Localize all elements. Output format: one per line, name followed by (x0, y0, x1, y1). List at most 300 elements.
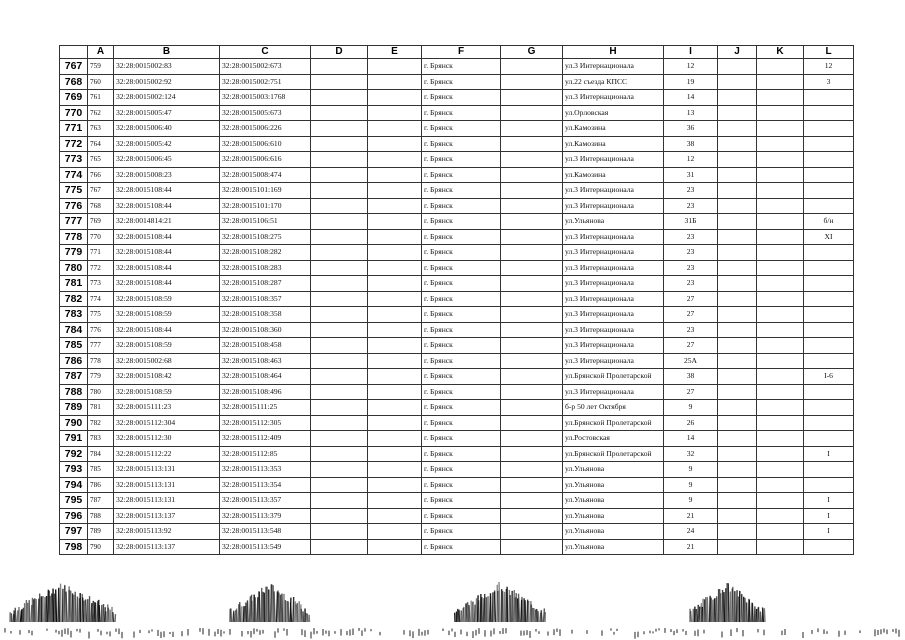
cell-e[interactable] (368, 493, 422, 509)
cell-j[interactable] (718, 229, 757, 245)
cell-k[interactable] (757, 291, 804, 307)
cell-j[interactable] (718, 477, 757, 493)
cell-f[interactable]: г. Брянск (422, 229, 501, 245)
cell-e[interactable] (368, 121, 422, 137)
cell-a[interactable]: 761 (88, 90, 114, 106)
cell-c[interactable]: 32:28:0015003:1768 (220, 90, 311, 106)
cell-f[interactable]: г. Брянск (422, 539, 501, 555)
cell-h[interactable]: ул.Ульянова (563, 462, 664, 478)
row-number[interactable]: 768 (60, 74, 88, 90)
cell-h[interactable]: ул.Ульянова (563, 524, 664, 540)
cell-c[interactable]: 32:28:0015112:305 (220, 415, 311, 431)
column-header-f[interactable]: F (422, 46, 501, 59)
cell-i[interactable]: 23 (664, 198, 718, 214)
cell-k[interactable] (757, 400, 804, 416)
column-header-l[interactable]: L (804, 46, 854, 59)
row-number[interactable]: 774 (60, 167, 88, 183)
cell-c[interactable]: 32:28:0015108:496 (220, 384, 311, 400)
cell-e[interactable] (368, 524, 422, 540)
cell-i[interactable]: 9 (664, 462, 718, 478)
cell-h[interactable]: ул.3 Интернационала (563, 276, 664, 292)
cell-a[interactable]: 788 (88, 508, 114, 524)
cell-j[interactable] (718, 260, 757, 276)
cell-i[interactable]: 12 (664, 152, 718, 168)
cell-g[interactable] (501, 462, 563, 478)
cell-h[interactable]: ул.Ульянова (563, 539, 664, 555)
row-number[interactable]: 767 (60, 59, 88, 75)
cell-b[interactable]: 32:28:0015108:44 (114, 260, 220, 276)
cell-f[interactable]: г. Брянск (422, 183, 501, 199)
cell-a[interactable]: 764 (88, 136, 114, 152)
cell-b[interactable]: 32:28:0015113:131 (114, 493, 220, 509)
cell-f[interactable]: г. Брянск (422, 524, 501, 540)
cell-k[interactable] (757, 384, 804, 400)
cell-k[interactable] (757, 136, 804, 152)
cell-j[interactable] (718, 198, 757, 214)
cell-a[interactable]: 772 (88, 260, 114, 276)
cell-j[interactable] (718, 276, 757, 292)
cell-j[interactable] (718, 462, 757, 478)
cell-g[interactable] (501, 384, 563, 400)
cell-e[interactable] (368, 384, 422, 400)
row-number[interactable]: 798 (60, 539, 88, 555)
cell-l[interactable]: б/н (804, 214, 854, 230)
cell-g[interactable] (501, 59, 563, 75)
cell-f[interactable]: г. Брянск (422, 477, 501, 493)
cell-g[interactable] (501, 353, 563, 369)
cell-e[interactable] (368, 74, 422, 90)
cell-e[interactable] (368, 307, 422, 323)
row-number[interactable]: 776 (60, 198, 88, 214)
cell-c[interactable]: 32:28:0015108:357 (220, 291, 311, 307)
row-number[interactable]: 785 (60, 338, 88, 354)
cell-l[interactable]: I (804, 508, 854, 524)
cell-j[interactable] (718, 384, 757, 400)
cell-l[interactable] (804, 260, 854, 276)
cell-c[interactable]: 32:28:0015008:474 (220, 167, 311, 183)
cell-c[interactable]: 32:28:0015112:409 (220, 431, 311, 447)
cell-c[interactable]: 32:28:0015113:379 (220, 508, 311, 524)
cell-e[interactable] (368, 415, 422, 431)
cell-b[interactable]: 32:28:0015005:42 (114, 136, 220, 152)
cell-j[interactable] (718, 214, 757, 230)
cell-f[interactable]: г. Брянск (422, 307, 501, 323)
corner-cell[interactable] (60, 46, 88, 59)
row-number[interactable]: 791 (60, 431, 88, 447)
cell-c[interactable]: 32:28:0015112:85 (220, 446, 311, 462)
cell-i[interactable]: 23 (664, 322, 718, 338)
cell-e[interactable] (368, 338, 422, 354)
cell-f[interactable]: г. Брянск (422, 415, 501, 431)
column-header-d[interactable]: D (311, 46, 368, 59)
cell-l[interactable] (804, 322, 854, 338)
cell-e[interactable] (368, 105, 422, 121)
cell-j[interactable] (718, 183, 757, 199)
cell-d[interactable] (311, 508, 368, 524)
cell-f[interactable]: г. Брянск (422, 59, 501, 75)
cell-k[interactable] (757, 353, 804, 369)
cell-i[interactable]: 12 (664, 59, 718, 75)
cell-d[interactable] (311, 400, 368, 416)
cell-b[interactable]: 32:28:0014814:21 (114, 214, 220, 230)
cell-j[interactable] (718, 307, 757, 323)
cell-b[interactable]: 32:28:0015008:23 (114, 167, 220, 183)
cell-k[interactable] (757, 369, 804, 385)
cell-a[interactable]: 773 (88, 276, 114, 292)
cell-c[interactable]: 32:28:0015006:226 (220, 121, 311, 137)
cell-j[interactable] (718, 152, 757, 168)
cell-d[interactable] (311, 415, 368, 431)
cell-a[interactable]: 778 (88, 353, 114, 369)
cell-k[interactable] (757, 307, 804, 323)
cell-g[interactable] (501, 214, 563, 230)
cell-k[interactable] (757, 415, 804, 431)
cell-b[interactable]: 32:28:0015108:59 (114, 384, 220, 400)
cell-f[interactable]: г. Брянск (422, 90, 501, 106)
cell-l[interactable] (804, 384, 854, 400)
cell-l[interactable]: 3 (804, 74, 854, 90)
cell-g[interactable] (501, 245, 563, 261)
cell-g[interactable] (501, 90, 563, 106)
cell-l[interactable] (804, 105, 854, 121)
cell-j[interactable] (718, 369, 757, 385)
cell-l[interactable] (804, 291, 854, 307)
cell-k[interactable] (757, 121, 804, 137)
cell-d[interactable] (311, 276, 368, 292)
cell-k[interactable] (757, 462, 804, 478)
cell-e[interactable] (368, 539, 422, 555)
cell-d[interactable] (311, 524, 368, 540)
cell-e[interactable] (368, 353, 422, 369)
cell-e[interactable] (368, 198, 422, 214)
cell-i[interactable]: 38 (664, 369, 718, 385)
cell-k[interactable] (757, 214, 804, 230)
row-number[interactable]: 794 (60, 477, 88, 493)
cell-h[interactable]: ул.Камозина (563, 136, 664, 152)
row-number[interactable]: 795 (60, 493, 88, 509)
cell-d[interactable] (311, 291, 368, 307)
cell-b[interactable]: 32:28:0015113:137 (114, 539, 220, 555)
cell-b[interactable]: 32:28:0015108:42 (114, 369, 220, 385)
cell-h[interactable]: ул.Ростовская (563, 431, 664, 447)
cell-g[interactable] (501, 446, 563, 462)
cell-i[interactable]: 23 (664, 229, 718, 245)
cell-c[interactable]: 32:28:0015106:51 (220, 214, 311, 230)
cell-a[interactable]: 760 (88, 74, 114, 90)
cell-c[interactable]: 32:28:0015108:458 (220, 338, 311, 354)
cell-f[interactable]: г. Брянск (422, 384, 501, 400)
cell-h[interactable]: ул.Ульянова (563, 477, 664, 493)
cell-k[interactable] (757, 90, 804, 106)
cell-e[interactable] (368, 322, 422, 338)
cell-i[interactable]: 27 (664, 291, 718, 307)
cell-e[interactable] (368, 167, 422, 183)
column-header-b[interactable]: B (114, 46, 220, 59)
cell-a[interactable]: 770 (88, 229, 114, 245)
column-header-i[interactable]: I (664, 46, 718, 59)
cell-d[interactable] (311, 59, 368, 75)
cell-i[interactable]: 9 (664, 493, 718, 509)
cell-c[interactable]: 32:28:0015108:282 (220, 245, 311, 261)
cell-g[interactable] (501, 74, 563, 90)
cell-d[interactable] (311, 369, 368, 385)
cell-i[interactable]: 14 (664, 431, 718, 447)
cell-d[interactable] (311, 198, 368, 214)
cell-d[interactable] (311, 214, 368, 230)
cell-b[interactable]: 32:28:0015002:83 (114, 59, 220, 75)
cell-l[interactable] (804, 353, 854, 369)
cell-a[interactable]: 767 (88, 183, 114, 199)
cell-a[interactable]: 775 (88, 307, 114, 323)
cell-a[interactable]: 780 (88, 384, 114, 400)
cell-a[interactable]: 782 (88, 415, 114, 431)
column-header-e[interactable]: E (368, 46, 422, 59)
cell-i[interactable]: 14 (664, 90, 718, 106)
cell-a[interactable]: 785 (88, 462, 114, 478)
cell-d[interactable] (311, 152, 368, 168)
cell-b[interactable]: 32:28:0015112:304 (114, 415, 220, 431)
cell-f[interactable]: г. Брянск (422, 136, 501, 152)
cell-k[interactable] (757, 183, 804, 199)
cell-c[interactable]: 32:28:0015113:353 (220, 462, 311, 478)
cell-k[interactable] (757, 152, 804, 168)
cell-l[interactable] (804, 539, 854, 555)
cell-i[interactable]: 9 (664, 400, 718, 416)
cell-e[interactable] (368, 214, 422, 230)
cell-a[interactable]: 768 (88, 198, 114, 214)
cell-g[interactable] (501, 291, 563, 307)
cell-h[interactable]: ул.Камозина (563, 167, 664, 183)
cell-h[interactable]: ул.Ульянова (563, 214, 664, 230)
cell-e[interactable] (368, 291, 422, 307)
cell-j[interactable] (718, 524, 757, 540)
cell-d[interactable] (311, 260, 368, 276)
cell-i[interactable]: 25А (664, 353, 718, 369)
cell-f[interactable]: г. Брянск (422, 493, 501, 509)
cell-d[interactable] (311, 245, 368, 261)
cell-a[interactable]: 776 (88, 322, 114, 338)
cell-g[interactable] (501, 183, 563, 199)
cell-i[interactable]: 26 (664, 415, 718, 431)
cell-l[interactable] (804, 245, 854, 261)
cell-g[interactable] (501, 322, 563, 338)
cell-h[interactable]: ул.3 Интернационала (563, 229, 664, 245)
cell-g[interactable] (501, 477, 563, 493)
cell-a[interactable]: 779 (88, 369, 114, 385)
cell-a[interactable]: 783 (88, 431, 114, 447)
cell-j[interactable] (718, 245, 757, 261)
cell-g[interactable] (501, 229, 563, 245)
cell-d[interactable] (311, 90, 368, 106)
column-header-a[interactable]: A (88, 46, 114, 59)
cell-k[interactable] (757, 74, 804, 90)
cell-b[interactable]: 32:28:0015113:92 (114, 524, 220, 540)
row-number[interactable]: 782 (60, 291, 88, 307)
cell-c[interactable]: 32:28:0015108:287 (220, 276, 311, 292)
cell-h[interactable]: ул.Ульянова (563, 493, 664, 509)
cell-d[interactable] (311, 136, 368, 152)
cell-d[interactable] (311, 462, 368, 478)
cell-h[interactable]: ул.Брянской Пролетарской (563, 446, 664, 462)
cell-i[interactable]: 38 (664, 136, 718, 152)
cell-h[interactable]: ул.3 Интернационала (563, 90, 664, 106)
cell-l[interactable] (804, 183, 854, 199)
cell-d[interactable] (311, 539, 368, 555)
cell-k[interactable] (757, 322, 804, 338)
cell-e[interactable] (368, 462, 422, 478)
cell-b[interactable]: 32:28:0015108:44 (114, 322, 220, 338)
column-header-h[interactable]: H (563, 46, 664, 59)
row-number[interactable]: 793 (60, 462, 88, 478)
cell-d[interactable] (311, 183, 368, 199)
cell-f[interactable]: г. Брянск (422, 214, 501, 230)
cell-c[interactable]: 32:28:0015111:25 (220, 400, 311, 416)
cell-k[interactable] (757, 229, 804, 245)
cell-b[interactable]: 32:28:0015006:45 (114, 152, 220, 168)
cell-b[interactable]: 32:28:0015002:68 (114, 353, 220, 369)
cell-b[interactable]: 32:28:0015108:44 (114, 276, 220, 292)
cell-l[interactable] (804, 276, 854, 292)
cell-h[interactable]: ул.3 Интернационала (563, 338, 664, 354)
cell-i[interactable]: 9 (664, 477, 718, 493)
cell-d[interactable] (311, 167, 368, 183)
cell-g[interactable] (501, 198, 563, 214)
cell-g[interactable] (501, 136, 563, 152)
cell-a[interactable]: 774 (88, 291, 114, 307)
cell-j[interactable] (718, 446, 757, 462)
cell-k[interactable] (757, 338, 804, 354)
cell-j[interactable] (718, 74, 757, 90)
cell-l[interactable] (804, 338, 854, 354)
cell-i[interactable]: 24 (664, 524, 718, 540)
cell-e[interactable] (368, 431, 422, 447)
cell-g[interactable] (501, 508, 563, 524)
row-number[interactable]: 790 (60, 415, 88, 431)
cell-e[interactable] (368, 245, 422, 261)
cell-l[interactable]: I (804, 446, 854, 462)
column-header-k[interactable]: K (757, 46, 804, 59)
cell-h[interactable]: ул.3 Интернационала (563, 260, 664, 276)
cell-k[interactable] (757, 260, 804, 276)
cell-f[interactable]: г. Брянск (422, 446, 501, 462)
row-number[interactable]: 797 (60, 524, 88, 540)
cell-j[interactable] (718, 291, 757, 307)
cell-i[interactable]: 23 (664, 245, 718, 261)
cell-k[interactable] (757, 539, 804, 555)
cell-l[interactable]: I (804, 493, 854, 509)
cell-d[interactable] (311, 74, 368, 90)
cell-i[interactable]: 23 (664, 276, 718, 292)
cell-l[interactable] (804, 400, 854, 416)
cell-j[interactable] (718, 539, 757, 555)
cell-k[interactable] (757, 508, 804, 524)
cell-c[interactable]: 32:28:0015002:751 (220, 74, 311, 90)
cell-b[interactable]: 32:28:0015005:47 (114, 105, 220, 121)
column-header-j[interactable]: J (718, 46, 757, 59)
cell-l[interactable] (804, 415, 854, 431)
cell-a[interactable]: 769 (88, 214, 114, 230)
cell-e[interactable] (368, 477, 422, 493)
cell-f[interactable]: г. Брянск (422, 198, 501, 214)
cell-d[interactable] (311, 307, 368, 323)
cell-g[interactable] (501, 415, 563, 431)
cell-h[interactable]: ул.3 Интернационала (563, 152, 664, 168)
cell-g[interactable] (501, 431, 563, 447)
cell-g[interactable] (501, 539, 563, 555)
row-number[interactable]: 781 (60, 276, 88, 292)
cell-h[interactable]: ул.Орловская (563, 105, 664, 121)
cell-b[interactable]: 32:28:0015112:22 (114, 446, 220, 462)
row-number[interactable]: 789 (60, 400, 88, 416)
row-number[interactable]: 786 (60, 353, 88, 369)
cell-k[interactable] (757, 167, 804, 183)
cell-h[interactable]: ул.Камозина (563, 121, 664, 137)
row-number[interactable]: 775 (60, 183, 88, 199)
cell-e[interactable] (368, 400, 422, 416)
column-header-g[interactable]: G (501, 46, 563, 59)
cell-a[interactable]: 777 (88, 338, 114, 354)
cell-l[interactable] (804, 307, 854, 323)
column-header-c[interactable]: C (220, 46, 311, 59)
cell-i[interactable]: 23 (664, 183, 718, 199)
cell-f[interactable]: г. Брянск (422, 121, 501, 137)
cell-j[interactable] (718, 431, 757, 447)
cell-d[interactable] (311, 229, 368, 245)
cell-i[interactable]: 27 (664, 338, 718, 354)
cell-c[interactable]: 32:28:0015108:358 (220, 307, 311, 323)
cell-d[interactable] (311, 384, 368, 400)
cell-f[interactable]: г. Брянск (422, 291, 501, 307)
cell-j[interactable] (718, 338, 757, 354)
cell-j[interactable] (718, 415, 757, 431)
cell-k[interactable] (757, 446, 804, 462)
cell-b[interactable]: 32:28:0015113:131 (114, 462, 220, 478)
cell-f[interactable]: г. Брянск (422, 322, 501, 338)
cell-l[interactable] (804, 152, 854, 168)
cell-e[interactable] (368, 260, 422, 276)
cell-i[interactable]: 36 (664, 121, 718, 137)
cell-h[interactable]: б-р 50 лет Октября (563, 400, 664, 416)
cell-j[interactable] (718, 121, 757, 137)
cell-b[interactable]: 32:28:0015108:44 (114, 183, 220, 199)
cell-g[interactable] (501, 260, 563, 276)
cell-a[interactable]: 781 (88, 400, 114, 416)
row-number[interactable]: 780 (60, 260, 88, 276)
cell-a[interactable]: 766 (88, 167, 114, 183)
cell-f[interactable]: г. Брянск (422, 431, 501, 447)
cell-l[interactable] (804, 477, 854, 493)
cell-i[interactable]: 13 (664, 105, 718, 121)
row-number[interactable]: 783 (60, 307, 88, 323)
cell-j[interactable] (718, 353, 757, 369)
cell-j[interactable] (718, 508, 757, 524)
cell-k[interactable] (757, 493, 804, 509)
cell-d[interactable] (311, 105, 368, 121)
cell-k[interactable] (757, 524, 804, 540)
cell-b[interactable]: 32:28:0015006:40 (114, 121, 220, 137)
cell-e[interactable] (368, 276, 422, 292)
cell-d[interactable] (311, 446, 368, 462)
cell-d[interactable] (311, 121, 368, 137)
cell-c[interactable]: 32:28:0015113:548 (220, 524, 311, 540)
cell-i[interactable]: 27 (664, 307, 718, 323)
row-number[interactable]: 770 (60, 105, 88, 121)
cell-j[interactable] (718, 105, 757, 121)
cell-l[interactable] (804, 167, 854, 183)
cell-i[interactable]: 23 (664, 260, 718, 276)
cell-c[interactable]: 32:28:0015113:549 (220, 539, 311, 555)
cell-j[interactable] (718, 167, 757, 183)
